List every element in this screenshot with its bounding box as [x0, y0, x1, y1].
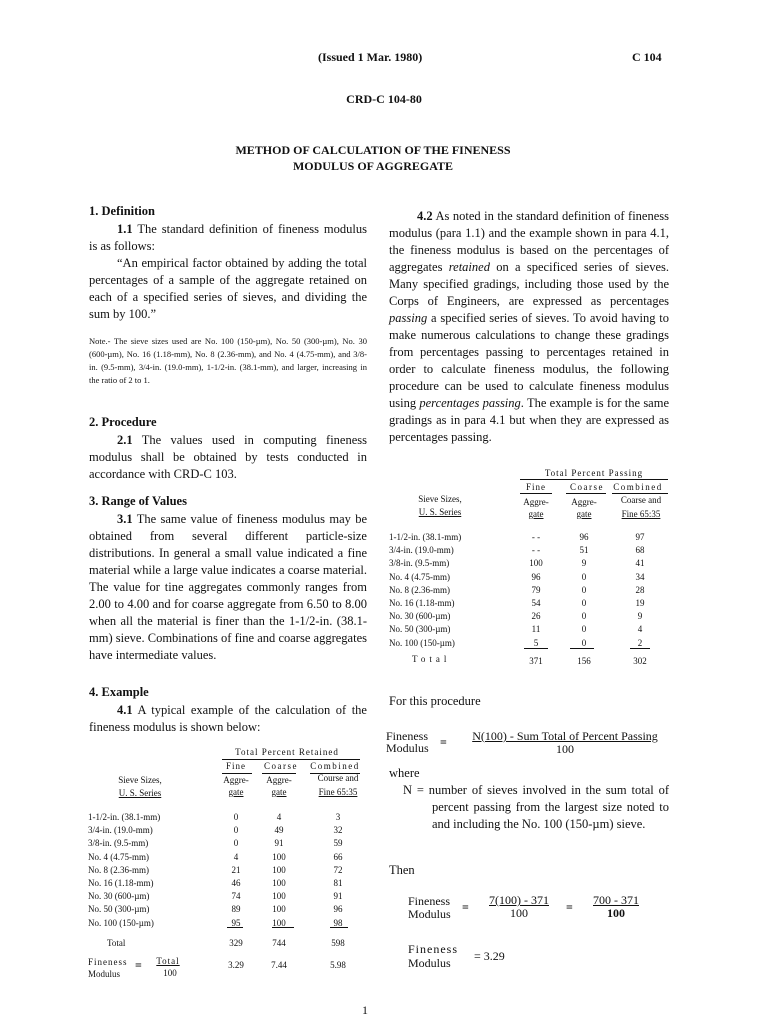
t2-row-comb: 97 [635, 532, 645, 542]
t2-row-sieve: No. 100 (150-µm) [389, 637, 455, 648]
t2-row-coarse: 0 [581, 571, 587, 582]
para-4-2-em2: passing [389, 311, 428, 325]
para-4-2-em3: percentages passing [419, 396, 521, 410]
t1-fm-eq: = [135, 958, 142, 972]
formula-3-label [408, 942, 458, 970]
para-1-1-num: 1.1 [117, 222, 133, 236]
t2-row-fine: 5 [533, 637, 539, 648]
title-line-2: MODULUS OF AGGREGATE [292, 159, 453, 173]
formula-2-modulus: Modulus [408, 907, 451, 921]
t1-total-comb: 598 [331, 938, 345, 948]
formula-2-fraction-2 [578, 894, 654, 919]
t2-row-comb: 9 [637, 611, 643, 622]
t1-row-fine: 0 [233, 825, 239, 836]
para-4-1 [89, 702, 367, 736]
t1-row-coarse: 100 [272, 864, 286, 875]
t1-row-sieve: 1-1/2-in. (38.1-mm) [88, 812, 161, 822]
section-4 [89, 685, 367, 736]
left-column [89, 204, 367, 387]
t1-row-comb: 91 [333, 891, 343, 902]
t1-h-fine: Fine [225, 761, 246, 771]
formula-3-fineness: Fineness [408, 942, 458, 956]
formula-2-eq: = [462, 900, 469, 914]
doc-title [0, 142, 746, 174]
para-3-1 [89, 511, 367, 664]
t1-row-sieve: 3/4-in. (19.0-mm) [88, 825, 153, 836]
t2-h-gate-coarse: gate [576, 509, 592, 519]
t2-row-coarse: 51 [579, 545, 589, 556]
t1-total-coarse: 744 [272, 938, 286, 948]
formula-3-modulus: Modulus [408, 956, 451, 970]
t2-row-sieve: 1-1/2-in. (38.1-mm) [389, 532, 462, 542]
formula-1-numerator: N(100) - Sum Total of Percent Passing [472, 729, 658, 743]
t1-row-fine: 0 [233, 812, 239, 822]
t1-row-comb: 3 [335, 812, 341, 822]
t1-fm-label2: Modulus [88, 969, 121, 979]
for-this-procedure: For this procedure [389, 694, 481, 708]
issued-date: (Issued 1 Mar. 1980) [318, 50, 423, 64]
t1-row-coarse: 100 [272, 891, 286, 902]
t1-row-comb: 66 [333, 851, 343, 862]
page-number: 1 [362, 1003, 368, 1017]
para-4-2-t4: . The example is for the same gradings as in para 4.1 but when they are expressed as percentages passing. [389, 396, 670, 444]
t1-row-sieve: 3/8-in. (9.5-mm) [88, 838, 149, 849]
t2-row-comb: 4 [637, 624, 643, 635]
t1-h-gate-coarse: gate [271, 787, 287, 797]
t2-row-comb: 28 [635, 584, 645, 595]
sieve-note: Note.- The sieve sizes used are No. 100 (150-µm), No. 50 (300-µm), No. 30 (600-µm), No. 16 (1.18-mm), No. 8 (2.36-mm), and No. 4 (4.75-mm), and 3/8-in. (9.5-mm), 3/4-in. (19.0-mm), 1-1/2-in. (38.1-mm), and larger, increasing in the ratio of 2 to 1. [89, 336, 367, 385]
then-label: Then [389, 863, 415, 877]
formula-1-label [386, 730, 429, 754]
t1-row-comb: 59 [333, 838, 343, 849]
para-4-2-t3: a specified series of sieves. To avoid having to make numerous calculations to change these gradings from percentages passing to percentages retained in order to calculate fineness modulus, the following procedure can be used to calculate fineness modulus using [389, 311, 669, 410]
formula-1-fineness: Fineness [386, 729, 428, 743]
t2-row-fine: 79 [531, 584, 541, 595]
t2-row-coarse: 96 [579, 532, 589, 542]
t2-row-coarse: 0 [581, 584, 587, 595]
n-definition: N = number of sieves involved in the sum total of percent passing from the largest size noted to and including the No. 100 (150-µm) sieve. [403, 783, 669, 831]
section-3-heading: 3. Range of Values [89, 494, 187, 508]
t2-total-coarse: 156 [577, 656, 591, 666]
t1-group-header: Total Percent Retained [235, 747, 339, 757]
t2-h-coarse: Coarse [570, 482, 604, 492]
t1-row-sieve: No. 30 (600-µm) [88, 891, 150, 902]
t2-row-coarse: 0 [581, 598, 587, 608]
t1-row-coarse: 100 [272, 851, 286, 862]
t2-row-comb: 2 [637, 637, 643, 648]
t2-h-gate-fine: gate [528, 509, 544, 519]
t1-total-label: Total [107, 938, 126, 948]
para-4-2 [389, 208, 669, 446]
formula-3-result: = 3.29 [474, 949, 505, 963]
t1-fm-coarse: 7.44 [271, 960, 287, 970]
t2-total-comb: 302 [633, 656, 647, 666]
t2-h-coarse-and: Coarse and [620, 495, 662, 505]
t2-h-aggre-coarse: Aggre- [571, 497, 597, 507]
para-1-1 [89, 221, 367, 255]
t1-h-course-and: Course and [317, 773, 359, 783]
t1-row-coarse: 49 [274, 825, 284, 836]
t1-row-fine: 0 [233, 838, 239, 849]
t1-row-coarse: 91 [274, 838, 284, 849]
t1-h-sieve2: U. S. Series [118, 788, 162, 798]
crd-number: CRD-C 104-80 [346, 92, 422, 106]
t1-row-coarse: 100 [272, 904, 286, 915]
t2-row-comb: 41 [635, 558, 645, 569]
t2-row-fine: - - [531, 532, 541, 542]
t1-row-comb: 32 [333, 825, 343, 836]
where-label: where [389, 766, 420, 780]
t2-row-fine: 96 [531, 571, 541, 582]
t1-row-fine: 4 [233, 851, 239, 862]
para-2-1-num: 2.1 [117, 433, 133, 447]
t1-row-fine: 89 [231, 904, 241, 915]
t2-h-sieve2: U. S. Series [418, 507, 462, 517]
right-column [389, 208, 669, 446]
t1-h-gate-fine: gate [228, 787, 244, 797]
t2-row-comb: 19 [635, 598, 645, 608]
para-1-1-text: The standard definition of fineness modulus is as follows: [89, 222, 367, 253]
formula-1-denominator: 100 [556, 742, 574, 756]
para-2-1 [89, 432, 367, 483]
formula-2-num1: 7(100) - 371 [489, 893, 549, 907]
formula-2-num2: 700 - 371 [593, 893, 639, 907]
t2-row-coarse: 0 [581, 611, 587, 622]
t1-row-fine: 46 [231, 878, 241, 888]
t2-row-fine: 11 [531, 624, 541, 635]
definition-quote: “An empirical factor obtained by adding the total percentages of a sample of the aggregate retained on each of a specified series of sieves, and dividing the sum by 100.” [89, 256, 367, 321]
formula-1-modulus: Modulus [386, 741, 429, 755]
para-4-2-t1: As noted in the standard definition of fineness modulus (para 1.1) and the example shown in para 4.1, the fineness modulus is based on the percentages of aggregates [389, 209, 669, 274]
section-2-heading: 2. Procedure [89, 415, 157, 429]
t1-row-coarse: 100 [272, 878, 286, 888]
t1-row-sieve: No. 8 (2.36-mm) [88, 864, 149, 875]
t1-h-coarse: Coarse [264, 761, 298, 771]
t1-fm-fine: 3.29 [228, 960, 244, 970]
para-4-1-num: 4.1 [117, 703, 133, 717]
t2-row-sieve: No. 50 (300-µm) [389, 624, 451, 635]
t2-row-coarse: 0 [581, 624, 587, 635]
t2-h-fine6535: Fine 65:35 [621, 509, 661, 519]
t1-h-aggre-fine: Aggre- [223, 775, 249, 785]
t2-row-fine: 26 [531, 611, 541, 622]
t2-h-fine: Fine [525, 482, 546, 492]
t2-total-fine: 371 [529, 656, 543, 666]
t2-row-sieve: No. 8 (2.36-mm) [389, 584, 450, 595]
t2-row-fine: 54 [531, 598, 541, 608]
t2-row-fine: - - [531, 545, 541, 556]
para-4-2-em1: retained [448, 260, 490, 274]
formula-2-eq2: = [566, 900, 573, 914]
t2-h-sieve1: Sieve Sizes, [418, 494, 462, 504]
para-4-1-text: A typical example of the calculation of the fineness modulus is shown below: [89, 703, 367, 734]
t2-row-sieve: No. 30 (600-µm) [389, 611, 451, 622]
t1-fm-den: 100 [163, 968, 177, 978]
t1-row-comb: 72 [333, 864, 343, 875]
formula-1-eq: = [440, 735, 447, 749]
t2-row-sieve: No. 4 (4.75-mm) [389, 571, 450, 582]
t1-fm-num: Total [156, 956, 180, 966]
t2-row-coarse: 0 [581, 637, 587, 648]
doc-code: C 104 [632, 50, 662, 64]
t2-row-sieve: No. 16 (1.18-mm) [389, 598, 455, 608]
t1-h-fine6535: Fine 65:35 [318, 787, 358, 797]
para-4-2-t2: on a specificed series of sieves. Many specified gradings, including those used by the Corps of Engineers, are expressed as percentages [389, 260, 669, 308]
t2-row-sieve: 3/8-in. (9.5-mm) [389, 558, 450, 569]
t1-row-sieve: No. 50 (300-µm) [88, 904, 150, 915]
t1-row-fine: 74 [231, 891, 241, 902]
section-2 [89, 415, 367, 483]
t2-row-comb: 34 [635, 571, 645, 582]
t1-h-combined: Combined [310, 761, 360, 771]
title-line-1: METHOD OF CALCULATION OF THE FINENESS [235, 143, 511, 157]
para-3-1-num: 3.1 [117, 512, 133, 526]
t1-fm-label1: Fineness [88, 957, 128, 967]
section-4-heading: 4. Example [89, 685, 149, 699]
t1-row-coarse: 100 [272, 917, 286, 928]
t2-row-comb: 68 [635, 545, 645, 556]
formula-2-fineness: Fineness [408, 894, 450, 908]
t1-row-comb: 81 [333, 878, 343, 888]
t2-h-aggre-fine: Aggre- [523, 497, 549, 507]
para-4-2-num: 4.2 [417, 209, 433, 223]
t1-row-sieve: No. 4 (4.75-mm) [88, 851, 149, 862]
t1-row-sieve: No. 100 (150-µm) [88, 917, 154, 928]
t1-row-coarse: 4 [276, 812, 282, 822]
t2-row-coarse: 9 [581, 558, 587, 569]
para-3-1-text: The same value of fineness modulus may be obtained from several different particle-size distributions. In general a small value indicated a fine material while a large value indicates a coarse material. The value for tine aggregates commonly ranges from 2.00 to 4.00 and for coarse aggregate from 6.50 to 8.00 when all the material is finer than the 1-1/2-in. (38.1-mm) sieve. Combinations of fine and coarse aggregates have intermediate values. [89, 512, 367, 662]
t1-total-fine: 329 [229, 938, 243, 948]
formula-2-den2: 100 [607, 906, 625, 920]
formula-2-den1: 100 [510, 906, 528, 920]
formula-2-fraction-1 [474, 894, 564, 919]
t2-total-label: Total [412, 654, 451, 664]
formula-1-fraction [455, 730, 675, 756]
section-1-heading: 1. Definition [89, 204, 155, 218]
t1-row-fine: 21 [231, 864, 241, 875]
t1-h-aggre-coarse: Aggre- [266, 775, 292, 785]
t1-row-comb: 98 [333, 917, 343, 928]
section-3 [89, 494, 367, 664]
t2-group-header: Total Percent Passing [544, 468, 644, 478]
t1-row-sieve: No. 16 (1.18-mm) [88, 878, 154, 888]
formula-2-label [408, 895, 451, 921]
t2-h-combined: Combined [613, 482, 663, 492]
t1-row-fine: 95 [231, 917, 241, 928]
t2-row-sieve: 3/4-in. (19.0-mm) [389, 545, 454, 556]
t2-row-fine: 100 [529, 558, 543, 569]
para-2-1-text: The values used in computing fineness modulus shall be obtained by tests conducted in accordance with CRD-C 103. [89, 433, 367, 481]
t1-row-comb: 96 [333, 904, 343, 915]
t1-fm-comb: 5.98 [330, 960, 346, 970]
t1-h-sieve1: Sieve Sizes, [118, 775, 162, 785]
